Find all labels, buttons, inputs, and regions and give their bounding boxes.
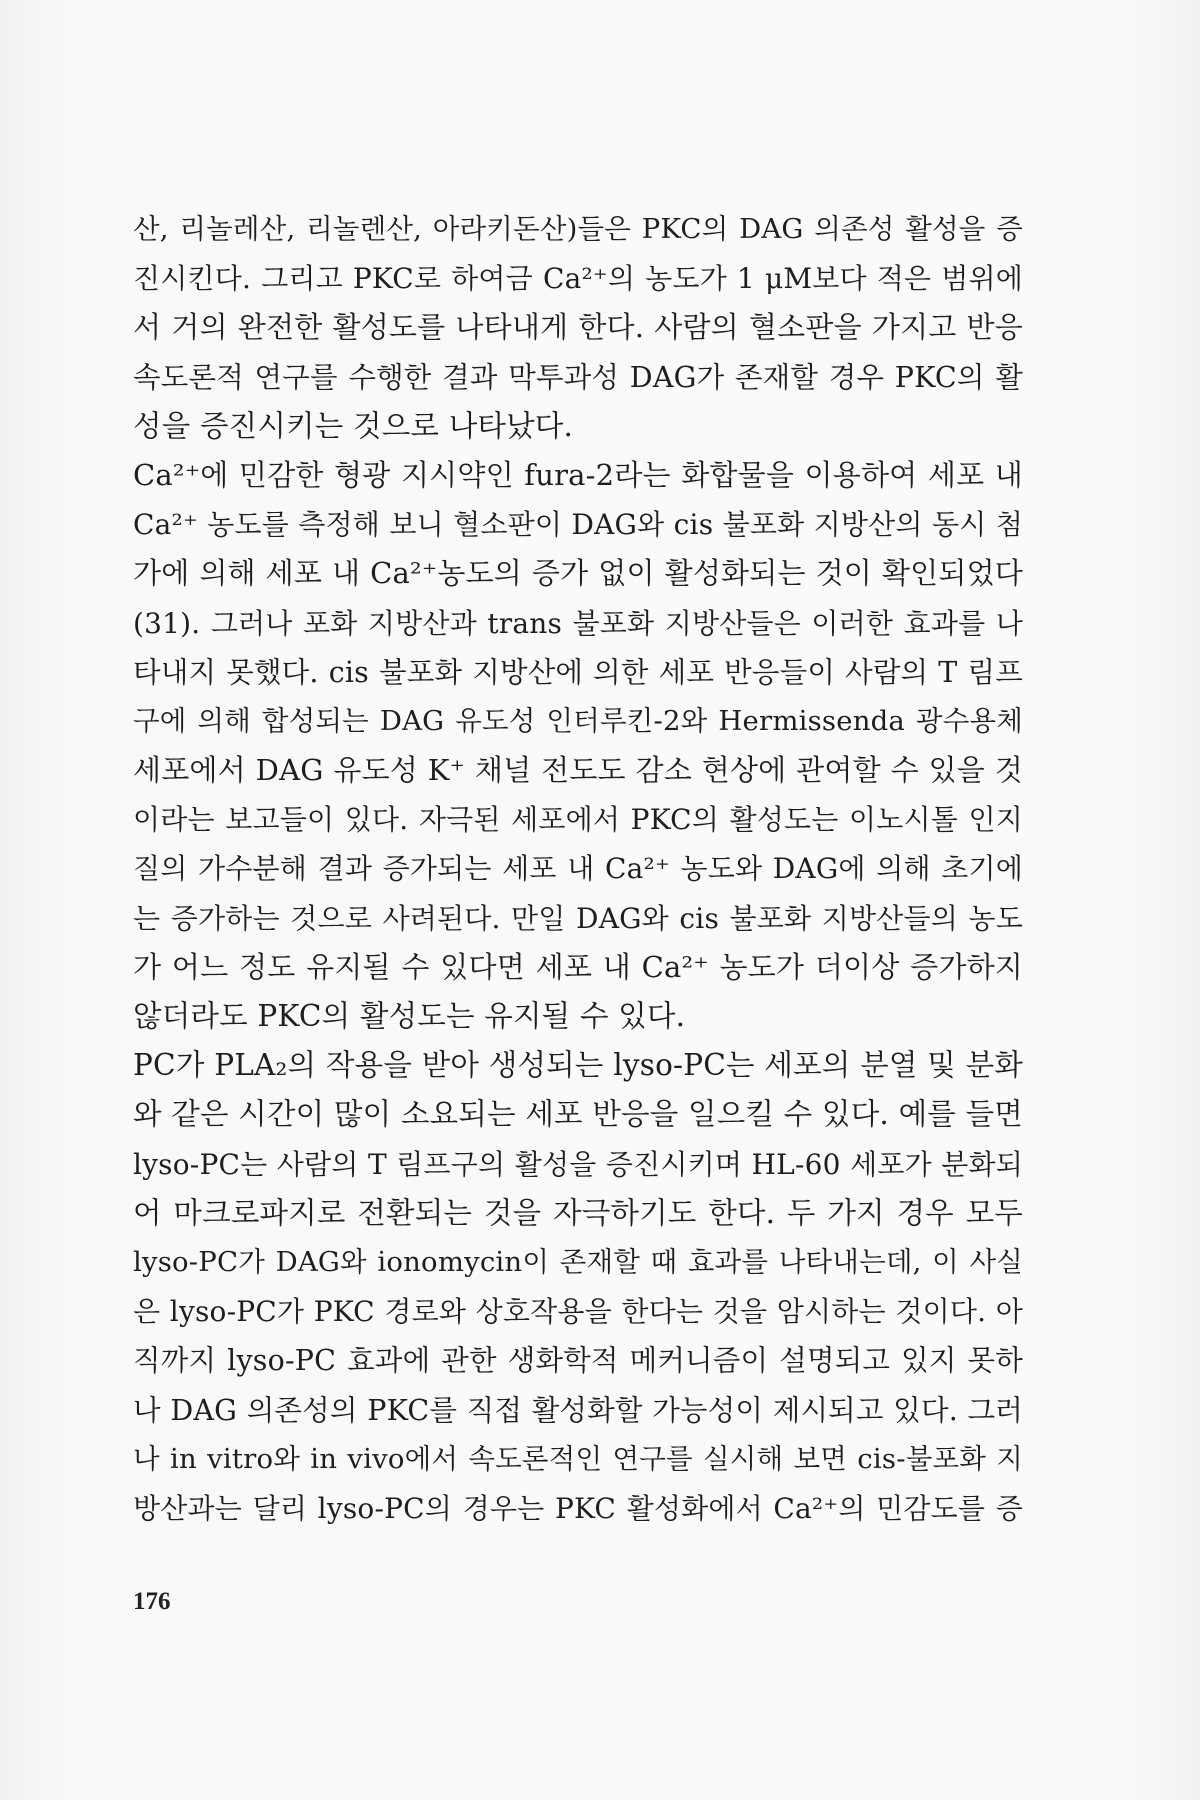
text-line: 속도론적 연구를 수행한 결과 막투과성 DAG가 존재할 경우 PKC의 활 (133, 360, 1023, 394)
text-line: Ca²⁺에 민감한 형광 지시약인 fura-2라는 화합물을 이용하여 세포 내 (133, 457, 1023, 492)
text-line: 나 DAG 의존성의 PKC를 직접 활성화할 가능성이 제시되고 있다. 그러 (133, 1393, 1023, 1427)
text-line: 성을 증진시키는 것으로 나타났다. (133, 408, 574, 443)
text-line: 산, 리놀레산, 리놀렌산, 아라키돈산)들은 PKC의 DAG 의존성 활성을 증 (133, 213, 1023, 245)
text-line: 가 어느 정도 유지될 수 있다면 세포 내 Ca²⁺ 농도가 더이상 증가하지 (133, 949, 1023, 984)
text-line: (31). 그러나 포화 지방산과 trans 불포화 지방산들은 이러한 효과를 나 (133, 606, 1023, 640)
text-line: 어 마크로파지로 전환되는 것을 자극하기도 한다. 두 가지 경우 모두 (133, 1195, 1023, 1230)
text-line: 가에 의해 세포 내 Ca²⁺농도의 증가 없이 활성화되는 것이 확인되었다 (133, 556, 1023, 591)
text-line: 세포에서 DAG 유도성 K⁺ 채널 전도도 감소 현상에 관여할 수 있을 것 (133, 753, 1023, 788)
text-line: 는 증가하는 것으로 사려된다. 만일 DAG와 cis 불포화 지방산들의 농도 (133, 901, 1023, 935)
text-line: PC가 PLA₂의 작용을 받아 생성되는 lyso-PC는 세포의 분열 및 분화 (133, 1048, 1023, 1083)
text-line: 질의 가수분해 결과 증가되는 세포 내 Ca²⁺ 농도와 DAG에 의해 초기에 (133, 852, 1023, 886)
page-number: 176 (133, 1588, 171, 1615)
text-line: 진시킨다. 그리고 PKC로 하여금 Ca²⁺의 농도가 1 μM보다 적은 범위에 (133, 262, 1023, 296)
text-line: 않더라도 PKC의 활성도는 유지될 수 있다. (133, 999, 686, 1033)
text-line: 나 in vitro와 in vivo에서 속도론적인 연구를 실시해 보면 cis-불포화 지 (133, 1442, 1023, 1475)
text-line: 타내지 못했다. cis 불포화 지방산에 의한 세포 반응들이 사람의 T 림프 (133, 655, 1023, 689)
text-line: 구에 의해 합성되는 DAG 유도성 인터루킨-2와 Hermissenda 광수용체 (133, 704, 1023, 737)
body-text (133, 205, 1023, 1533)
text-line: Ca²⁺ 농도를 측정해 보니 혈소판이 DAG와 cis 불포화 지방산의 동시 첨 (133, 508, 1023, 542)
text-line: 이라는 보고들이 있다. 자극된 세포에서 PKC의 활성도는 이노시톨 인지 (133, 803, 1023, 837)
text-line: 와 같은 시간이 많이 소요되는 세포 반응을 일으킬 수 있다. 예를 들면 (133, 1097, 1023, 1132)
text-line: 방산과는 달리 lyso-PC의 경우는 PKC 활성화에서 Ca²⁺의 민감도를 증 (133, 1491, 1023, 1525)
text-line: 은 lyso-PC가 PKC 경로와 상호작용을 한다는 것을 암시하는 것이다. 아 (133, 1295, 1023, 1329)
text-line: lyso-PC는 사람의 T 림프구의 활성을 증진시키며 HL-60 세포가 분화되 (133, 1147, 1023, 1181)
text-line: lyso-PC가 DAG와 ionomycin이 존재할 때 효과를 나타내는데, 이 사실 (133, 1245, 1023, 1278)
text-line: 서 거의 완전한 활성도를 나타내게 한다. 사람의 혈소판을 가지고 반응 (133, 310, 1023, 345)
text-line: 직까지 lyso-PC 효과에 관한 생화학적 메커니즘이 설명되고 있지 못하 (133, 1344, 1023, 1378)
